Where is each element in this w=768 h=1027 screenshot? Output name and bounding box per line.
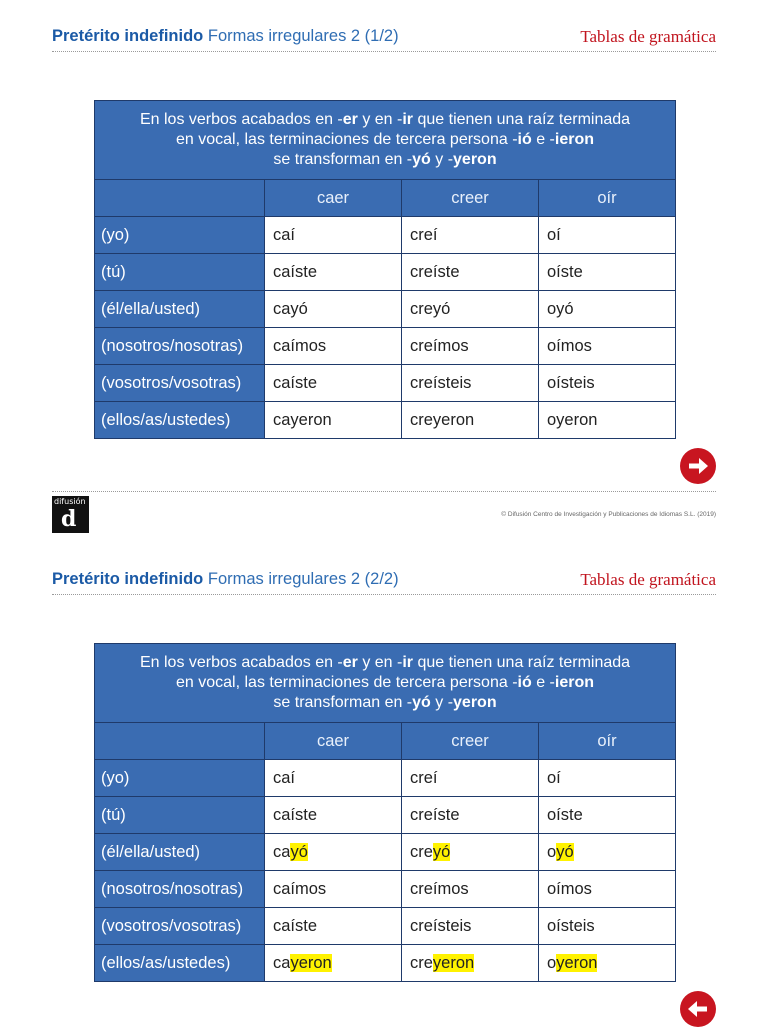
person-label: (él/ella/usted): [95, 834, 265, 871]
person-label: (vosotros/vosotras): [95, 908, 265, 945]
person-label: (él/ella/usted): [95, 291, 265, 328]
section-label: Tablas de gramática: [580, 27, 716, 46]
verb-form: creyeron: [402, 402, 539, 439]
verb-form: oímos: [539, 328, 676, 365]
verb-form: cayeron: [265, 945, 402, 982]
highlighted-ending: yeron: [432, 953, 475, 972]
highlighted-ending: yó: [556, 842, 574, 861]
verb-form: caíste: [265, 254, 402, 291]
verb-form: oímos: [539, 871, 676, 908]
previous-page-button[interactable]: [680, 991, 716, 1027]
verb-form: oísteis: [539, 908, 676, 945]
table-row: [95, 328, 676, 365]
person-label: (yo): [95, 760, 265, 797]
column-header: creer: [402, 180, 539, 217]
person-label: (nosotros/nosotras): [95, 328, 265, 365]
verb-form: caí: [265, 217, 402, 254]
person-label: (nosotros/nosotras): [95, 871, 265, 908]
person-label: (vosotros/vosotras): [95, 365, 265, 402]
table-row: [95, 254, 676, 291]
table-row: [95, 797, 676, 834]
section-label: Tablas de gramática: [580, 570, 716, 589]
copyright-notice: © Difusión Centro de Investigación y Publicaciones de Idiomas S.L. (2019): [501, 511, 716, 518]
table-row: [95, 291, 676, 328]
table-row: [95, 834, 676, 871]
verb-form: creyó: [402, 291, 539, 328]
verb-form: creí: [402, 760, 539, 797]
column-header: caer: [265, 723, 402, 760]
verb-form: oí: [539, 760, 676, 797]
verb-form: creyeron: [402, 945, 539, 982]
verb-form: creíste: [402, 254, 539, 291]
verb-form: cayó: [265, 291, 402, 328]
column-header: caer: [265, 180, 402, 217]
verb-form: creíste: [402, 797, 539, 834]
verb-form: oyeron: [539, 945, 676, 982]
verb-form: oyó: [539, 291, 676, 328]
verb-form: oyó: [539, 834, 676, 871]
highlighted-ending: yeron: [556, 953, 598, 972]
verb-form: creímos: [402, 871, 539, 908]
page-title: Pretérito indefinido Formas irregulares 2 (1/2): [52, 27, 399, 45]
conjugation-table-highlighted: [94, 643, 676, 982]
table-row: [95, 871, 676, 908]
verb-form: creí: [402, 217, 539, 254]
header-divider: [52, 594, 716, 595]
person-label: (ellos/as/ustedes): [95, 402, 265, 439]
highlighted-ending: yó: [432, 842, 451, 861]
table-row: [95, 908, 676, 945]
verb-form: oísteis: [539, 365, 676, 402]
verb-form: creyó: [402, 834, 539, 871]
highlighted-ending: yó: [290, 842, 308, 861]
highlighted-ending: yeron: [290, 953, 332, 972]
page-title: Pretérito indefinido Formas irregulares 2 (2/2): [52, 570, 399, 588]
page-header: [52, 0, 716, 52]
verb-form: oíste: [539, 254, 676, 291]
column-header: oír: [539, 180, 676, 217]
verb-form: creísteis: [402, 365, 539, 402]
verb-form: caímos: [265, 871, 402, 908]
header-divider: [52, 51, 716, 52]
verb-form: creímos: [402, 328, 539, 365]
corner-cell: [95, 723, 265, 760]
difusion-logo: difusión d: [52, 496, 89, 533]
verb-form: oyeron: [539, 402, 676, 439]
rule-explanation: En los verbos acabados en -er y en -ir que tienen una raíz terminada en vocal, las terminaciones de tercera persona -ió e -ieron se transforman en -yó y -yeron: [95, 644, 676, 723]
arrow-left-icon: [680, 991, 716, 1027]
person-label: (tú): [95, 254, 265, 291]
verb-form: cayó: [265, 834, 402, 871]
person-label: (ellos/as/ustedes): [95, 945, 265, 982]
column-header: oír: [539, 723, 676, 760]
verb-form: caíste: [265, 797, 402, 834]
footer-divider: [52, 491, 716, 492]
table-row: [95, 945, 676, 982]
corner-cell: [95, 180, 265, 217]
rule-explanation: En los verbos acabados en -er y en -ir que tienen una raíz terminada en vocal, las terminaciones de tercera persona -ió e -ieron se transforman en -yó y -yeron: [95, 101, 676, 180]
verb-form: caí: [265, 760, 402, 797]
table-row: [95, 402, 676, 439]
verb-form: oíste: [539, 797, 676, 834]
person-label: (tú): [95, 797, 265, 834]
verb-form: creísteis: [402, 908, 539, 945]
conjugation-table: [94, 100, 676, 439]
verb-form: caímos: [265, 328, 402, 365]
verb-form: oí: [539, 217, 676, 254]
page-header: [52, 543, 716, 595]
table-row: [95, 760, 676, 797]
next-page-button[interactable]: [680, 448, 716, 484]
table-row: [95, 365, 676, 402]
column-header: creer: [402, 723, 539, 760]
verb-form: cayeron: [265, 402, 402, 439]
verb-form: caíste: [265, 365, 402, 402]
verb-form: caíste: [265, 908, 402, 945]
person-label: (yo): [95, 217, 265, 254]
arrow-right-icon: [680, 448, 716, 484]
table-row: [95, 217, 676, 254]
